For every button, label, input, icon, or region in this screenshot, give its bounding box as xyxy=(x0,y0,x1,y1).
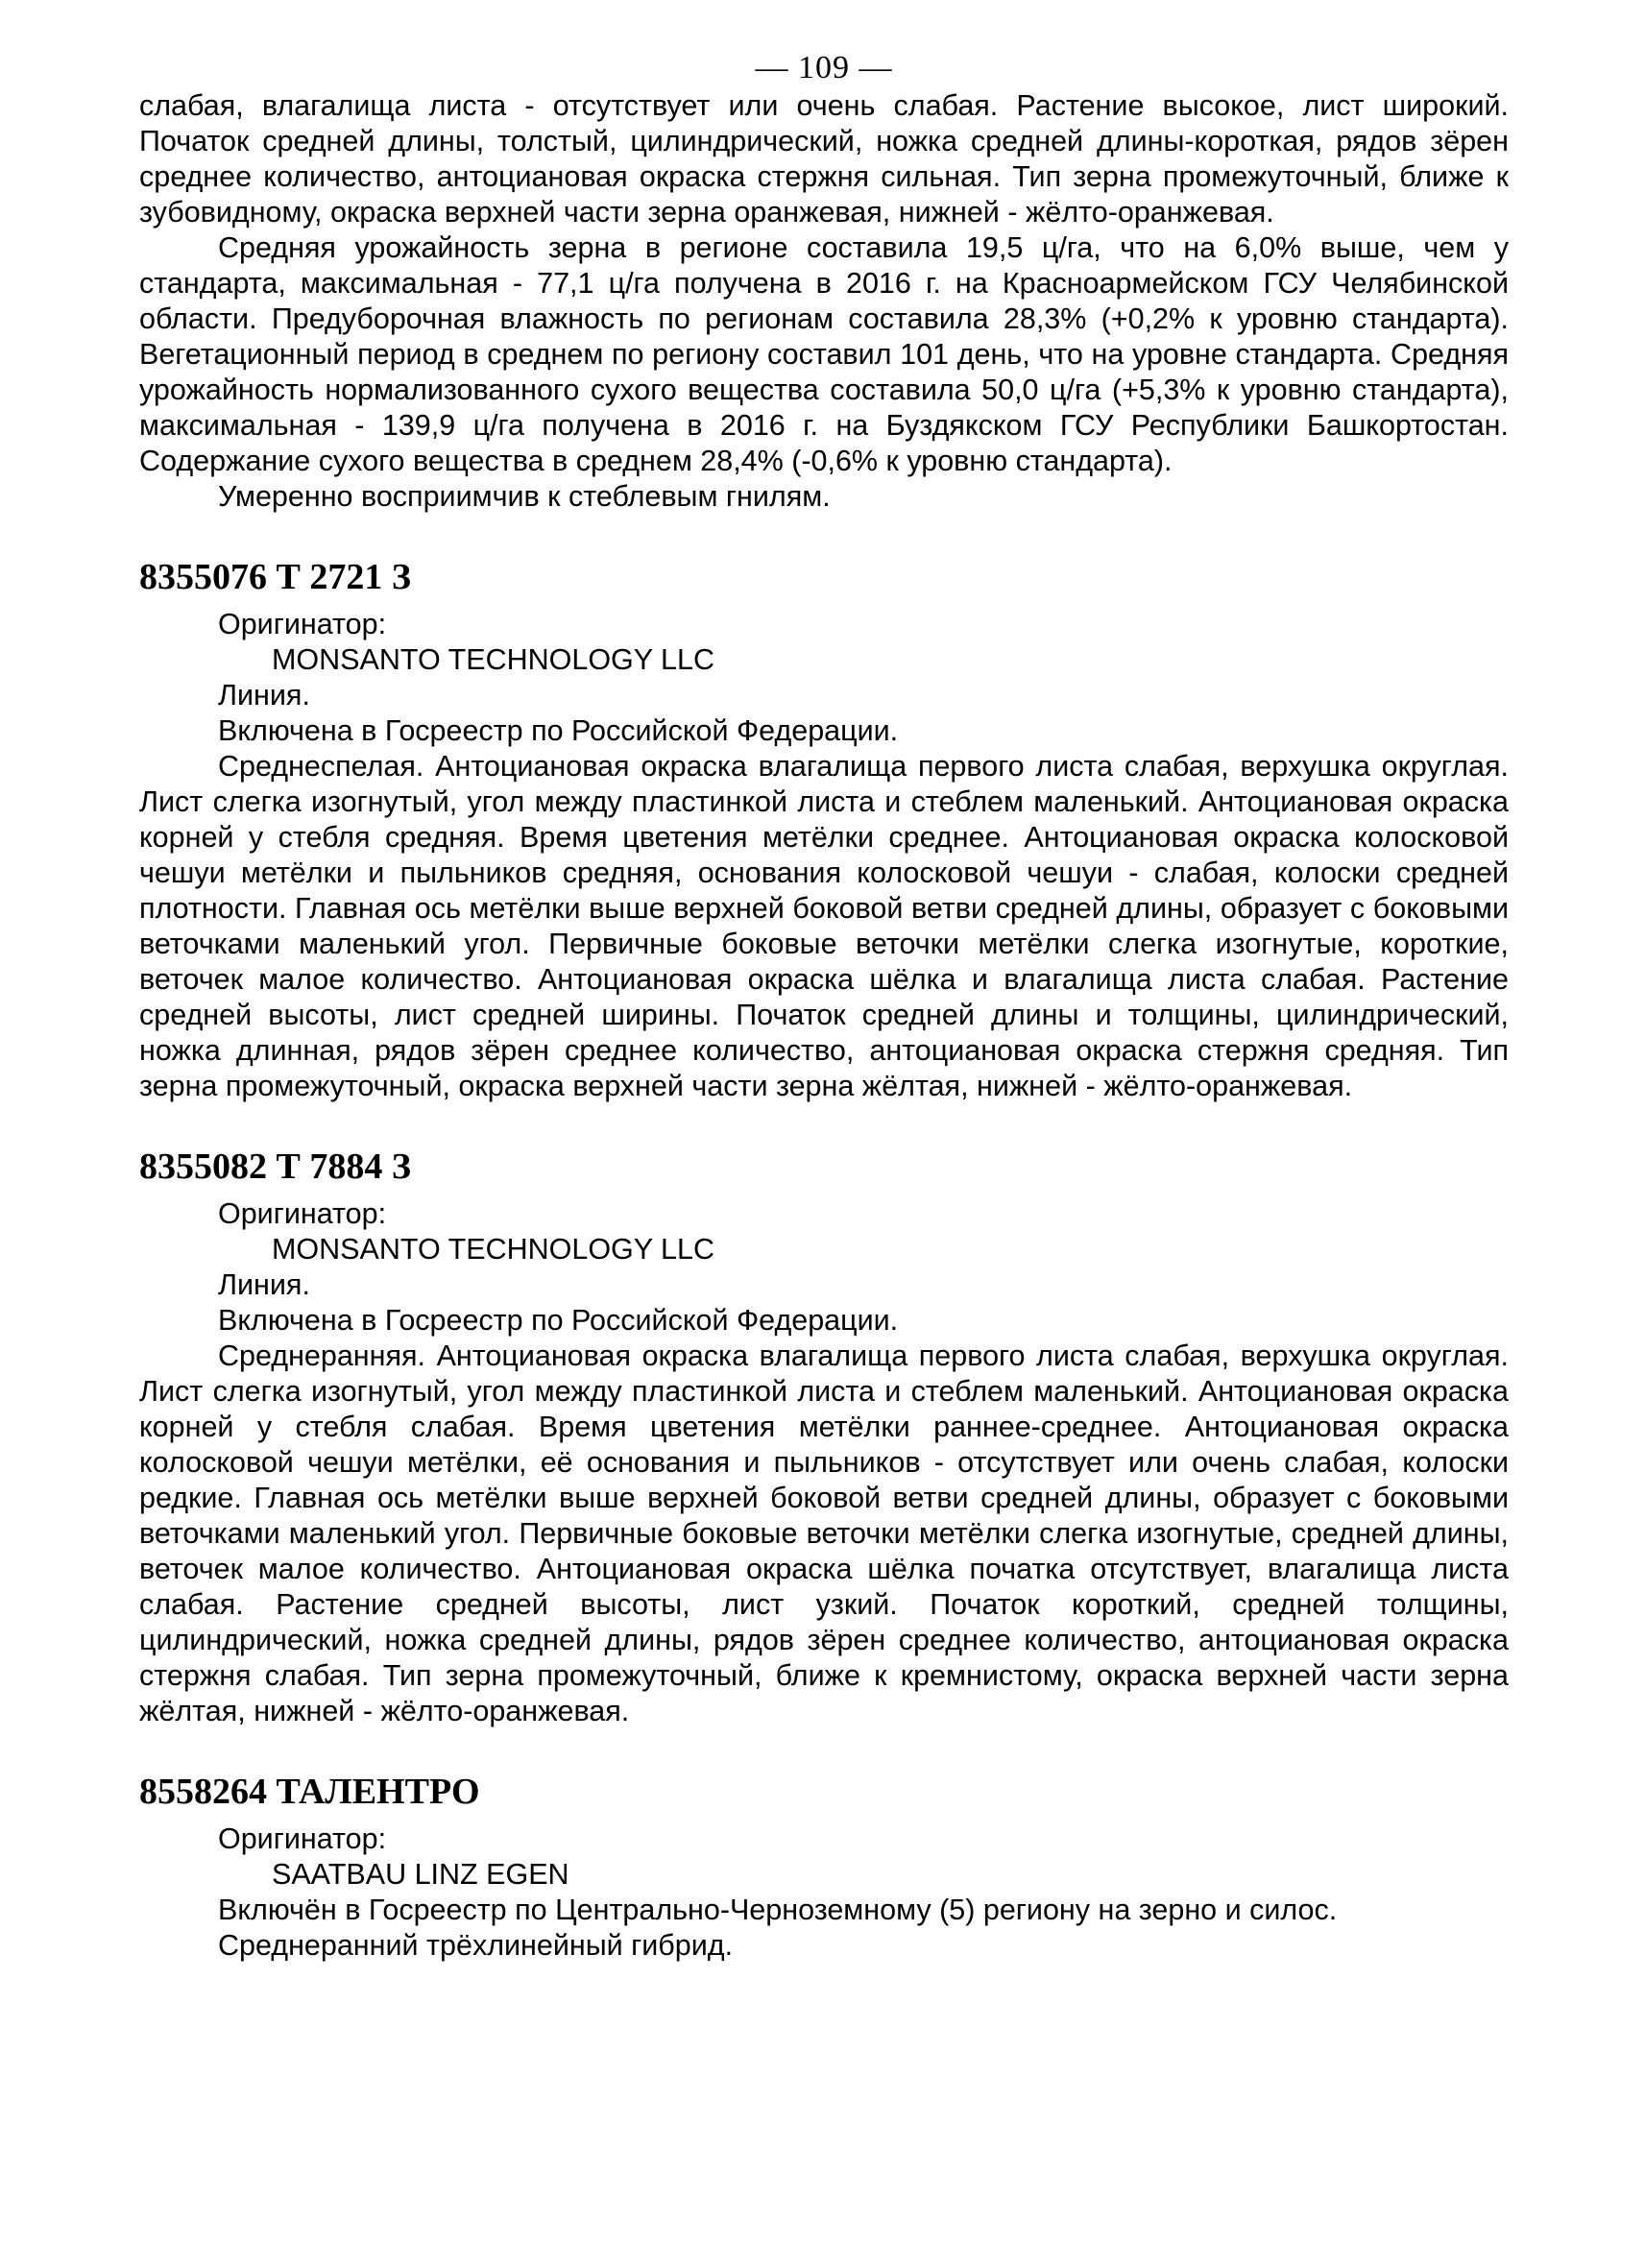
intro-paragraph-1: слабая, влагалища листа - отсутствует или очень слабая. Растение высокое, лист широкий. Початок средней длины, толстый, цилиндрический, ножка средней длины-короткая, рядов зёрен среднее количество, антоциановая окраска стержня сильная. Тип зерна промежуточный, ближе к зубовидному, окраска верхней части зерна оранжевая, нижней - жёлто-оранжевая. xyxy=(139,89,1509,229)
originator-label: Оригинатор: xyxy=(218,1822,387,1855)
intro-paragraph-3: Умеренно восприимчив к стеблевым гнилям. xyxy=(218,480,831,513)
originator-name: SAATBAU LINZ EGEN xyxy=(272,1858,569,1891)
registry-status: Включена в Госреестр по Российской Федерации. xyxy=(218,714,899,747)
page-number: — 109 — xyxy=(755,50,893,85)
intro-paragraph-2: Средняя урожайность зерна в регионе составила 19,5 ц/га, что на 6,0% выше, чем у стандарта, максимальная - 77,1 ц/га получена в 2016 г. на Красноармейском ГСУ Челябинской области. Предуборочная влажность по регионам составила 28,3% (+0,2% к уровню стандарта). Вегетационный период в среднем по региону составил 101 день, что на уровне стандарта. Средняя урожайность нормализованного сухого вещества составила 50,0 ц/га (+5,3% к уровню стандарта), максимальная - 139,9 ц/га получена в 2016 г. на Буздякском ГСУ Республики Башкортостан. Содержание сухого вещества в среднем 28,4% (-0,6% к уровню стандарта). xyxy=(139,231,1509,477)
entry-8355076 xyxy=(139,555,1509,1104)
registry-status: Включена в Госреестр по Российской Федерации. xyxy=(218,1304,899,1337)
document-page xyxy=(139,48,1509,1964)
entry-description: Среднеранняя. Антоциановая окраска влагалища первого листа слабая, верхушка округлая. Лист слегка изогнутый, угол между пластинкой листа и стеблем маленький. Антоциановая окраска корней у стебля слабая. Время цветения метёлки раннее-среднее. Антоциановая окраска колосковой чешуи метёлки, её основания и пыльников - отсутствует или очень слабая, колоски редкие. Главная ось метёлки выше верхней боковой ветви средней длины, образует с боковыми веточками маленький угол. Первичные боковые веточки метёлки слегка изогнутые, средней длины, веточек малое количество. Антоциановая окраска шёлка початка отсутствует, влагалища листа слабая. Растение средней высоты, лист узкий. Початок короткий, средней толщины, цилиндрический, ножка средней длины, рядов зёрен среднее количество, антоциановая окраска стержня слабая. Тип зерна промежуточный, ближе к кремнистому, окраска верхней части зерна жёлтая, нижней - жёлто-оранжевая. xyxy=(139,1339,1509,1727)
originator-name: MONSANTO TECHNOLOGY LLC xyxy=(272,643,714,676)
entry-type: Линия. xyxy=(218,1268,310,1301)
entry-heading: 8355082 Т 7884 З xyxy=(139,1146,411,1187)
originator-label: Оригинатор: xyxy=(218,608,387,640)
entry-description: Среднеранний трёхлинейный гибрид. xyxy=(218,1929,734,1962)
entry-8355082 xyxy=(139,1145,1509,1729)
entry-type: Линия. xyxy=(218,679,310,712)
entry-8558264 xyxy=(139,1770,1509,1964)
entry-description: Среднеспелая. Антоциановая окраска влагалища первого листа слабая, верхушка округлая. Лист слегка изогнутый, угол между пластинкой листа и стеблем маленький. Антоциановая окраска корней у стебля средняя. Время цветения метёлки среднее. Антоциановая окраска колосковой чешуи метёлки и пыльников средняя, основания колосковой чешуи - слабая, колоски средней плотности. Главная ось метёлки выше верхней боковой ветви средней длины, образует с боковыми веточками маленький угол. Первичные боковые веточки метёлки слегка изогнутые, короткие, веточек малое количество. Антоциановая окраска шёлка и влагалища листа слабая. Растение средней высоты, лист средней ширины. Початок средней длины и толщины, цилиндрический, ножка длинная, рядов зёрен среднее количество, антоциановая окраска стержня средняя. Тип зерна промежуточный, окраска верхней части зерна жёлтая, нижней - жёлто-оранжевая. xyxy=(139,750,1509,1102)
originator-name: MONSANTO TECHNOLOGY LLC xyxy=(272,1233,714,1266)
registry-status: Включён в Госреестр по Центрально-Черноземному (5) региону на зерно и силос. xyxy=(218,1894,1338,1926)
entry-heading: 8558264 ТАЛЕНТРО xyxy=(139,1772,480,1812)
entry-heading: 8355076 Т 2721 З xyxy=(139,557,411,597)
originator-label: Оригинатор: xyxy=(218,1197,387,1230)
